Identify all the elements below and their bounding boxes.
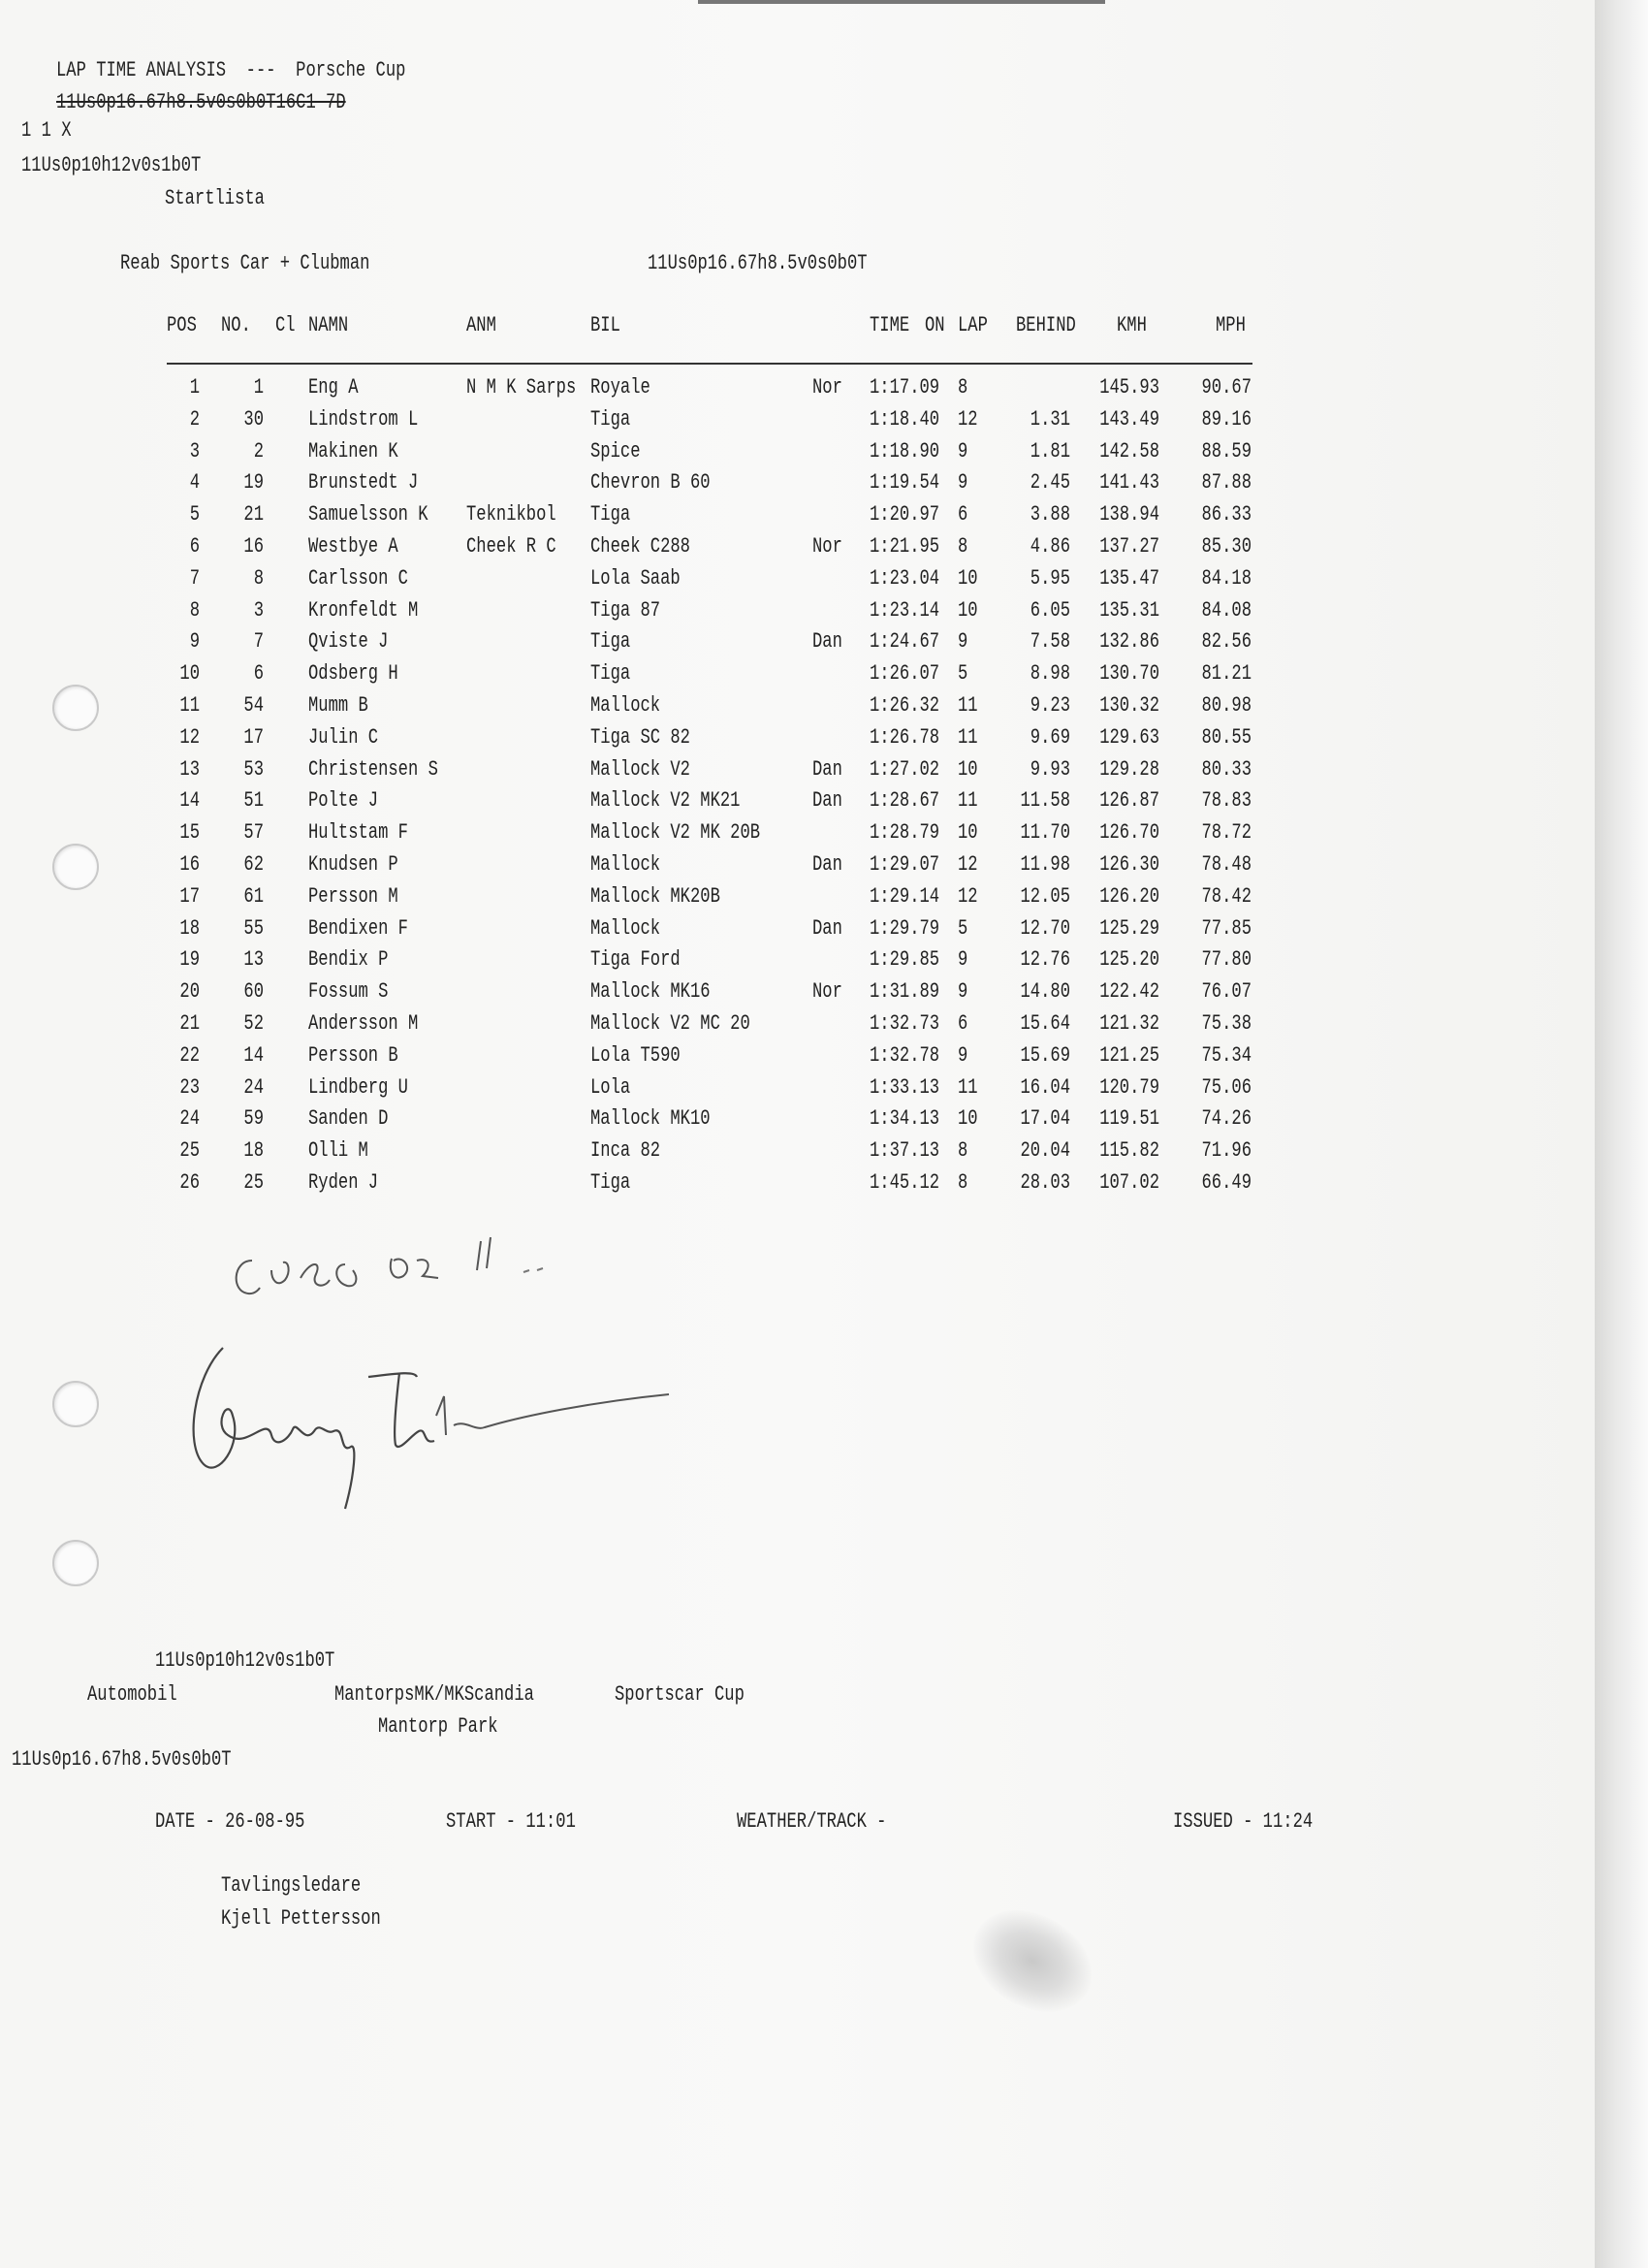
cell-namn: Brunstedt J (308, 470, 419, 495)
cell-behind: 1.81 (1030, 438, 1070, 463)
cell-pos: 5 (189, 502, 200, 527)
cell-bil: Cheek C288 (590, 534, 690, 559)
cell-bil: Tiga 87 (590, 597, 661, 623)
cell-lap: 6 (958, 1011, 968, 1036)
cell-kmh: 129.63 (1099, 724, 1159, 750)
cell-pos: 1 (189, 375, 200, 399)
cell-behind: 7.58 (1030, 629, 1070, 655)
cell-no: 59 (243, 1106, 264, 1132)
cell-namn: Julin C (308, 724, 379, 750)
cell-time: 1:33.13 (870, 1074, 940, 1100)
cell-namn: Fossum S (308, 979, 389, 1005)
cell-pos: 6 (189, 534, 200, 559)
cell-pos: 18 (179, 915, 200, 941)
cell-time: 1:18.90 (870, 438, 940, 463)
col-header-kmh: KMH (1117, 313, 1147, 337)
cell-bil: Lola (590, 1074, 631, 1100)
cell-time: 1:21.95 (870, 534, 940, 559)
punch-hole (52, 685, 99, 731)
cell-lap: 9 (958, 1042, 968, 1068)
cell-lap: 11 (958, 1074, 978, 1100)
cell-bil: Spice (590, 438, 641, 463)
cell-behind: 15.69 (1020, 1042, 1070, 1068)
organizer-automobil: Automobil (87, 1682, 177, 1707)
col-header-namn: NAMN (308, 313, 349, 337)
punch-hole (52, 1381, 99, 1427)
cell-lap: 10 (958, 1106, 978, 1132)
cell-behind: 16.04 (1020, 1074, 1070, 1100)
cell-lap: 9 (958, 979, 968, 1005)
cell-kmh: 129.28 (1099, 756, 1159, 782)
race-date: DATE - 26-08-95 (155, 1809, 305, 1834)
cell-lap: 9 (958, 470, 968, 495)
cell-nat: Dan (812, 852, 842, 877)
scan-top-mark (698, 0, 1105, 4)
cell-mph: 84.08 (1201, 597, 1252, 623)
cell-mph: 75.34 (1201, 1042, 1252, 1068)
cell-behind: 12.05 (1020, 883, 1070, 909)
cell-kmh: 121.25 (1099, 1042, 1159, 1068)
cell-time: 1:29.14 (870, 883, 940, 909)
col-header-pos: POS (167, 313, 197, 337)
cell-namn: Bendix P (308, 947, 389, 973)
cell-behind: 9.23 (1030, 693, 1070, 718)
col-header-behind: BEHIND (1016, 313, 1076, 337)
cell-no: 3 (253, 597, 264, 623)
cell-kmh: 145.93 (1099, 375, 1159, 399)
cell-time: 1:26.78 (870, 724, 940, 750)
cell-namn: Bendixen F (308, 915, 408, 941)
cell-behind: 28.03 (1020, 1170, 1070, 1195)
cell-bil: Inca 82 (590, 1138, 661, 1164)
cell-bil: Lola T590 (590, 1042, 681, 1068)
cell-bil: Chevron B 60 (590, 470, 711, 495)
cell-time: 1:24.67 (870, 629, 940, 655)
cell-pos: 2 (189, 406, 200, 431)
cell-lap: 8 (958, 375, 968, 399)
cell-mph: 75.38 (1201, 1011, 1252, 1036)
cell-lap: 6 (958, 502, 968, 527)
cell-time: 1:29.85 (870, 947, 940, 973)
cell-bil: Mallock MK10 (590, 1106, 711, 1132)
cell-lap: 8 (958, 1170, 968, 1195)
handwritten-note (223, 1231, 630, 1319)
cell-time: 1:29.79 (870, 915, 940, 941)
cell-namn: Eng A (308, 375, 359, 399)
cell-lap: 8 (958, 1138, 968, 1164)
cell-time: 1:31.89 (870, 979, 940, 1005)
cell-no: 1 (253, 375, 264, 399)
cell-bil: Tiga (590, 406, 631, 431)
cell-mph: 75.06 (1201, 1074, 1252, 1100)
cell-kmh: 137.27 (1099, 534, 1159, 559)
cell-lap: 12 (958, 406, 978, 431)
cell-bil: Mallock V2 MK 20B (590, 820, 761, 846)
cell-no: 14 (243, 1042, 264, 1068)
cell-lap: 10 (958, 820, 978, 846)
cell-no: 60 (243, 979, 264, 1005)
cell-kmh: 107.02 (1099, 1170, 1159, 1195)
cell-namn: Knudsen P (308, 852, 398, 877)
punch-hole (52, 1540, 99, 1586)
cell-lap: 11 (958, 724, 978, 750)
cell-bil: Mallock (590, 693, 661, 718)
cell-namn: Odsberg H (308, 661, 398, 687)
cell-kmh: 141.43 (1099, 470, 1159, 495)
col-header-no: NO. (221, 313, 251, 337)
cell-no: 17 (243, 724, 264, 750)
cell-no: 18 (243, 1138, 264, 1164)
cell-mph: 77.85 (1201, 915, 1252, 941)
cell-pos: 10 (179, 661, 200, 687)
cell-lap: 12 (958, 852, 978, 877)
cell-bil: Mallock (590, 852, 661, 877)
cell-pos: 23 (179, 1074, 200, 1100)
cell-mph: 85.30 (1201, 534, 1252, 559)
cell-behind: 1.31 (1030, 406, 1070, 431)
cell-pos: 26 (179, 1170, 200, 1195)
cell-namn: Mumm B (308, 693, 368, 718)
cell-mph: 78.72 (1201, 820, 1252, 846)
cell-time: 1:28.67 (870, 788, 940, 814)
cell-anm: N M K Sarps (466, 375, 577, 399)
cell-mph: 81.21 (1201, 661, 1252, 687)
document-title: LAP TIME ANALYSIS --- Porsche Cup (56, 58, 406, 82)
cell-mph: 76.07 (1201, 979, 1252, 1005)
cell-namn: Olli M (308, 1138, 368, 1164)
cell-bil: Mallock MK16 (590, 979, 711, 1005)
cell-time: 1:28.79 (870, 820, 940, 846)
cell-mph: 84.18 (1201, 565, 1252, 591)
cell-time: 1:20.97 (870, 502, 940, 527)
cell-behind: 9.93 (1030, 756, 1070, 782)
cell-pos: 24 (179, 1106, 200, 1132)
cell-pos: 3 (189, 438, 200, 463)
cell-mph: 78.48 (1201, 852, 1252, 877)
cell-pos: 11 (179, 693, 200, 718)
cell-lap: 10 (958, 756, 978, 782)
cell-no: 62 (243, 852, 264, 877)
class-code: 11Us0p16.67h8.5v0s0b0T (648, 251, 868, 275)
cell-behind: 4.86 (1030, 534, 1070, 559)
cell-time: 1:23.04 (870, 565, 940, 591)
cell-pos: 9 (189, 629, 200, 655)
cell-namn: Sanden D (308, 1106, 389, 1132)
cell-behind: 20.04 (1020, 1138, 1070, 1164)
cell-namn: Westbye A (308, 534, 398, 559)
cell-pos: 20 (179, 979, 200, 1005)
cell-time: 1:32.78 (870, 1042, 940, 1068)
cell-bil: Mallock MK20B (590, 883, 720, 909)
cell-namn: Lindberg U (308, 1074, 408, 1100)
cell-pos: 16 (179, 852, 200, 877)
cell-no: 25 (243, 1170, 264, 1195)
cell-kmh: 135.47 (1099, 565, 1159, 591)
cell-bil: Tiga (590, 661, 631, 687)
cell-bil: Lola Saab (590, 565, 681, 591)
cell-namn: Carlsson C (308, 565, 408, 591)
cell-no: 13 (243, 947, 264, 973)
official-name: Kjell Pettersson (221, 1906, 381, 1931)
cell-behind: 6.05 (1030, 597, 1070, 623)
cell-mph: 80.98 (1201, 693, 1252, 718)
cell-pos: 15 (179, 820, 200, 846)
weather-track: WEATHER/TRACK - (737, 1809, 887, 1834)
cell-time: 1:27.02 (870, 756, 940, 782)
cell-bil: Mallock V2 (590, 756, 690, 782)
cell-behind: 11.70 (1020, 820, 1070, 846)
cell-kmh: 121.32 (1099, 1011, 1159, 1036)
cell-behind: 11.98 (1020, 852, 1070, 877)
cell-pos: 4 (189, 470, 200, 495)
organizer-clubs: MantorpsMK/MKScandia (334, 1682, 534, 1707)
cell-mph: 77.80 (1201, 947, 1252, 973)
cell-bil: Tiga SC 82 (590, 724, 690, 750)
cell-kmh: 119.51 (1099, 1106, 1159, 1132)
footer-code-a: 11Us0p10h12v0s1b0T (155, 1648, 335, 1673)
cell-bil: Mallock V2 MC 20 (590, 1011, 750, 1036)
cell-lap: 5 (958, 915, 968, 941)
cell-namn: Polte J (308, 788, 379, 814)
cell-namn: Lindstrom L (308, 406, 419, 431)
class-name: Reab Sports Car + Clubman (120, 251, 370, 275)
cell-behind: 5.95 (1030, 565, 1070, 591)
cell-no: 53 (243, 756, 264, 782)
cell-namn: Persson B (308, 1042, 398, 1068)
cell-bil: Royale (590, 375, 650, 399)
punch-hole (52, 844, 99, 890)
cell-mph: 80.33 (1201, 756, 1252, 782)
cell-no: 51 (243, 788, 264, 814)
cell-kmh: 130.32 (1099, 693, 1159, 718)
cell-mph: 80.55 (1201, 724, 1252, 750)
header-code-2: 1 1 X (21, 118, 72, 143)
cell-nat: Nor (812, 979, 842, 1005)
cell-kmh: 125.20 (1099, 947, 1159, 973)
venue-name: Mantorp Park (378, 1714, 498, 1739)
cell-nat: Nor (812, 375, 842, 399)
cell-behind: 3.88 (1030, 502, 1070, 527)
cell-mph: 89.16 (1201, 406, 1252, 431)
cell-kmh: 120.79 (1099, 1074, 1159, 1100)
cell-nat: Nor (812, 534, 842, 559)
cell-time: 1:26.07 (870, 661, 940, 687)
cell-no: 30 (243, 406, 264, 431)
cell-namn: Ryden J (308, 1170, 379, 1195)
cell-nat: Dan (812, 756, 842, 782)
col-header-time: TIME (870, 313, 910, 337)
cell-pos: 14 (179, 788, 200, 814)
cell-namn: Persson M (308, 883, 398, 909)
cell-no: 2 (253, 438, 264, 463)
cell-lap: 10 (958, 565, 978, 591)
col-header-bil: BIL (590, 313, 620, 337)
cell-mph: 78.83 (1201, 788, 1252, 814)
cell-behind: 2.45 (1030, 470, 1070, 495)
cell-bil: Tiga (590, 629, 631, 655)
cell-kmh: 132.86 (1099, 629, 1159, 655)
cell-namn: Qviste J (308, 629, 389, 655)
cell-mph: 87.88 (1201, 470, 1252, 495)
cell-lap: 11 (958, 788, 978, 814)
cell-pos: 12 (179, 724, 200, 750)
cell-time: 1:26.32 (870, 693, 940, 718)
cell-behind: 11.58 (1020, 788, 1070, 814)
cell-no: 6 (253, 661, 264, 687)
cell-mph: 82.56 (1201, 629, 1252, 655)
col-header-anm: ANM (466, 313, 496, 337)
page-edge-shadow (1595, 0, 1648, 2268)
cell-pos: 19 (179, 947, 200, 973)
cell-namn: Andersson M (308, 1011, 419, 1036)
cell-behind: 12.70 (1020, 915, 1070, 941)
col-header-on: ON (925, 313, 945, 337)
cell-pos: 7 (189, 565, 200, 591)
cell-kmh: 126.70 (1099, 820, 1159, 846)
cell-bil: Tiga Ford (590, 947, 681, 973)
cell-namn: Hultstam F (308, 820, 408, 846)
cell-bil: Mallock (590, 915, 661, 941)
col-header-mph: MPH (1216, 313, 1246, 337)
cell-no: 61 (243, 883, 264, 909)
cell-no: 57 (243, 820, 264, 846)
cell-namn: Makinen K (308, 438, 398, 463)
cell-time: 1:18.40 (870, 406, 940, 431)
cell-lap: 9 (958, 629, 968, 655)
cell-nat: Dan (812, 629, 842, 655)
cell-anm: Cheek R C (466, 534, 556, 559)
cell-pos: 8 (189, 597, 200, 623)
cell-kmh: 126.20 (1099, 883, 1159, 909)
footer-code-b: 11Us0p16.67h8.5v0s0b0T (12, 1747, 232, 1772)
cell-time: 1:45.12 (870, 1170, 940, 1195)
cell-no: 52 (243, 1011, 264, 1036)
cell-no: 8 (253, 565, 264, 591)
cell-anm: Teknikbol (466, 502, 556, 527)
cell-namn: Samuelsson K (308, 502, 428, 527)
cell-behind: 17.04 (1020, 1106, 1070, 1132)
cell-nat: Dan (812, 788, 842, 814)
cell-behind: 15.64 (1020, 1011, 1070, 1036)
cell-pos: 13 (179, 756, 200, 782)
cell-kmh: 122.42 (1099, 979, 1159, 1005)
cell-kmh: 126.87 (1099, 788, 1159, 814)
list-subtitle: Startlista (165, 186, 265, 210)
cell-mph: 86.33 (1201, 502, 1252, 527)
cell-kmh: 143.49 (1099, 406, 1159, 431)
cell-kmh: 125.29 (1099, 915, 1159, 941)
cell-lap: 9 (958, 438, 968, 463)
series-name: Sportscar Cup (615, 1682, 745, 1707)
cell-lap: 5 (958, 661, 968, 687)
cell-kmh: 135.31 (1099, 597, 1159, 623)
cell-bil: Tiga (590, 1170, 631, 1195)
cell-time: 1:17.09 (870, 375, 940, 399)
cell-no: 21 (243, 502, 264, 527)
cell-behind: 9.69 (1030, 724, 1070, 750)
cell-no: 55 (243, 915, 264, 941)
cell-mph: 88.59 (1201, 438, 1252, 463)
cell-mph: 78.42 (1201, 883, 1252, 909)
cell-no: 24 (243, 1074, 264, 1100)
cell-lap: 8 (958, 534, 968, 559)
cell-kmh: 142.58 (1099, 438, 1159, 463)
cell-no: 16 (243, 534, 264, 559)
cell-mph: 74.26 (1201, 1106, 1252, 1132)
cell-time: 1:32.73 (870, 1011, 940, 1036)
cell-no: 19 (243, 470, 264, 495)
cell-lap: 10 (958, 597, 978, 623)
header-code-1: 11Us0p16.67h8.5v0s0b0T16C1 7D (56, 90, 346, 114)
cell-time: 1:37.13 (870, 1138, 940, 1164)
cell-time: 1:23.14 (870, 597, 940, 623)
header-code-3: 11Us0p10h12v0s1b0T (21, 153, 202, 177)
cell-pos: 21 (179, 1011, 200, 1036)
signature (174, 1338, 698, 1532)
cell-kmh: 130.70 (1099, 661, 1159, 687)
col-header-cl: Cl (275, 313, 296, 337)
cell-pos: 25 (179, 1138, 200, 1164)
cell-lap: 11 (958, 693, 978, 718)
cell-behind: 8.98 (1030, 661, 1070, 687)
cell-mph: 71.96 (1201, 1138, 1252, 1164)
cell-no: 7 (253, 629, 264, 655)
cell-mph: 90.67 (1201, 375, 1252, 399)
cell-namn: Christensen S (308, 756, 438, 782)
cell-pos: 22 (179, 1042, 200, 1068)
col-header-lap: LAP (958, 313, 988, 337)
start-time: START - 11:01 (446, 1809, 576, 1834)
cell-bil: Tiga (590, 502, 631, 527)
cell-bil: Mallock V2 MK21 (590, 788, 741, 814)
cell-kmh: 126.30 (1099, 852, 1159, 877)
cell-namn: Kronfeldt M (308, 597, 419, 623)
cell-time: 1:19.54 (870, 470, 940, 495)
header-rule (167, 363, 1252, 365)
cell-behind: 12.76 (1020, 947, 1070, 973)
cell-no: 54 (243, 693, 264, 718)
cell-lap: 12 (958, 883, 978, 909)
cell-pos: 17 (179, 883, 200, 909)
official-title: Tavlingsledare (221, 1873, 362, 1898)
cell-time: 1:29.07 (870, 852, 940, 877)
cell-behind: 14.80 (1020, 979, 1070, 1005)
cell-kmh: 138.94 (1099, 502, 1159, 527)
cell-lap: 9 (958, 947, 968, 973)
cell-kmh: 115.82 (1099, 1138, 1159, 1164)
issued-time: ISSUED - 11:24 (1173, 1809, 1314, 1834)
cell-nat: Dan (812, 915, 842, 941)
cell-time: 1:34.13 (870, 1106, 940, 1132)
cell-mph: 66.49 (1201, 1170, 1252, 1195)
